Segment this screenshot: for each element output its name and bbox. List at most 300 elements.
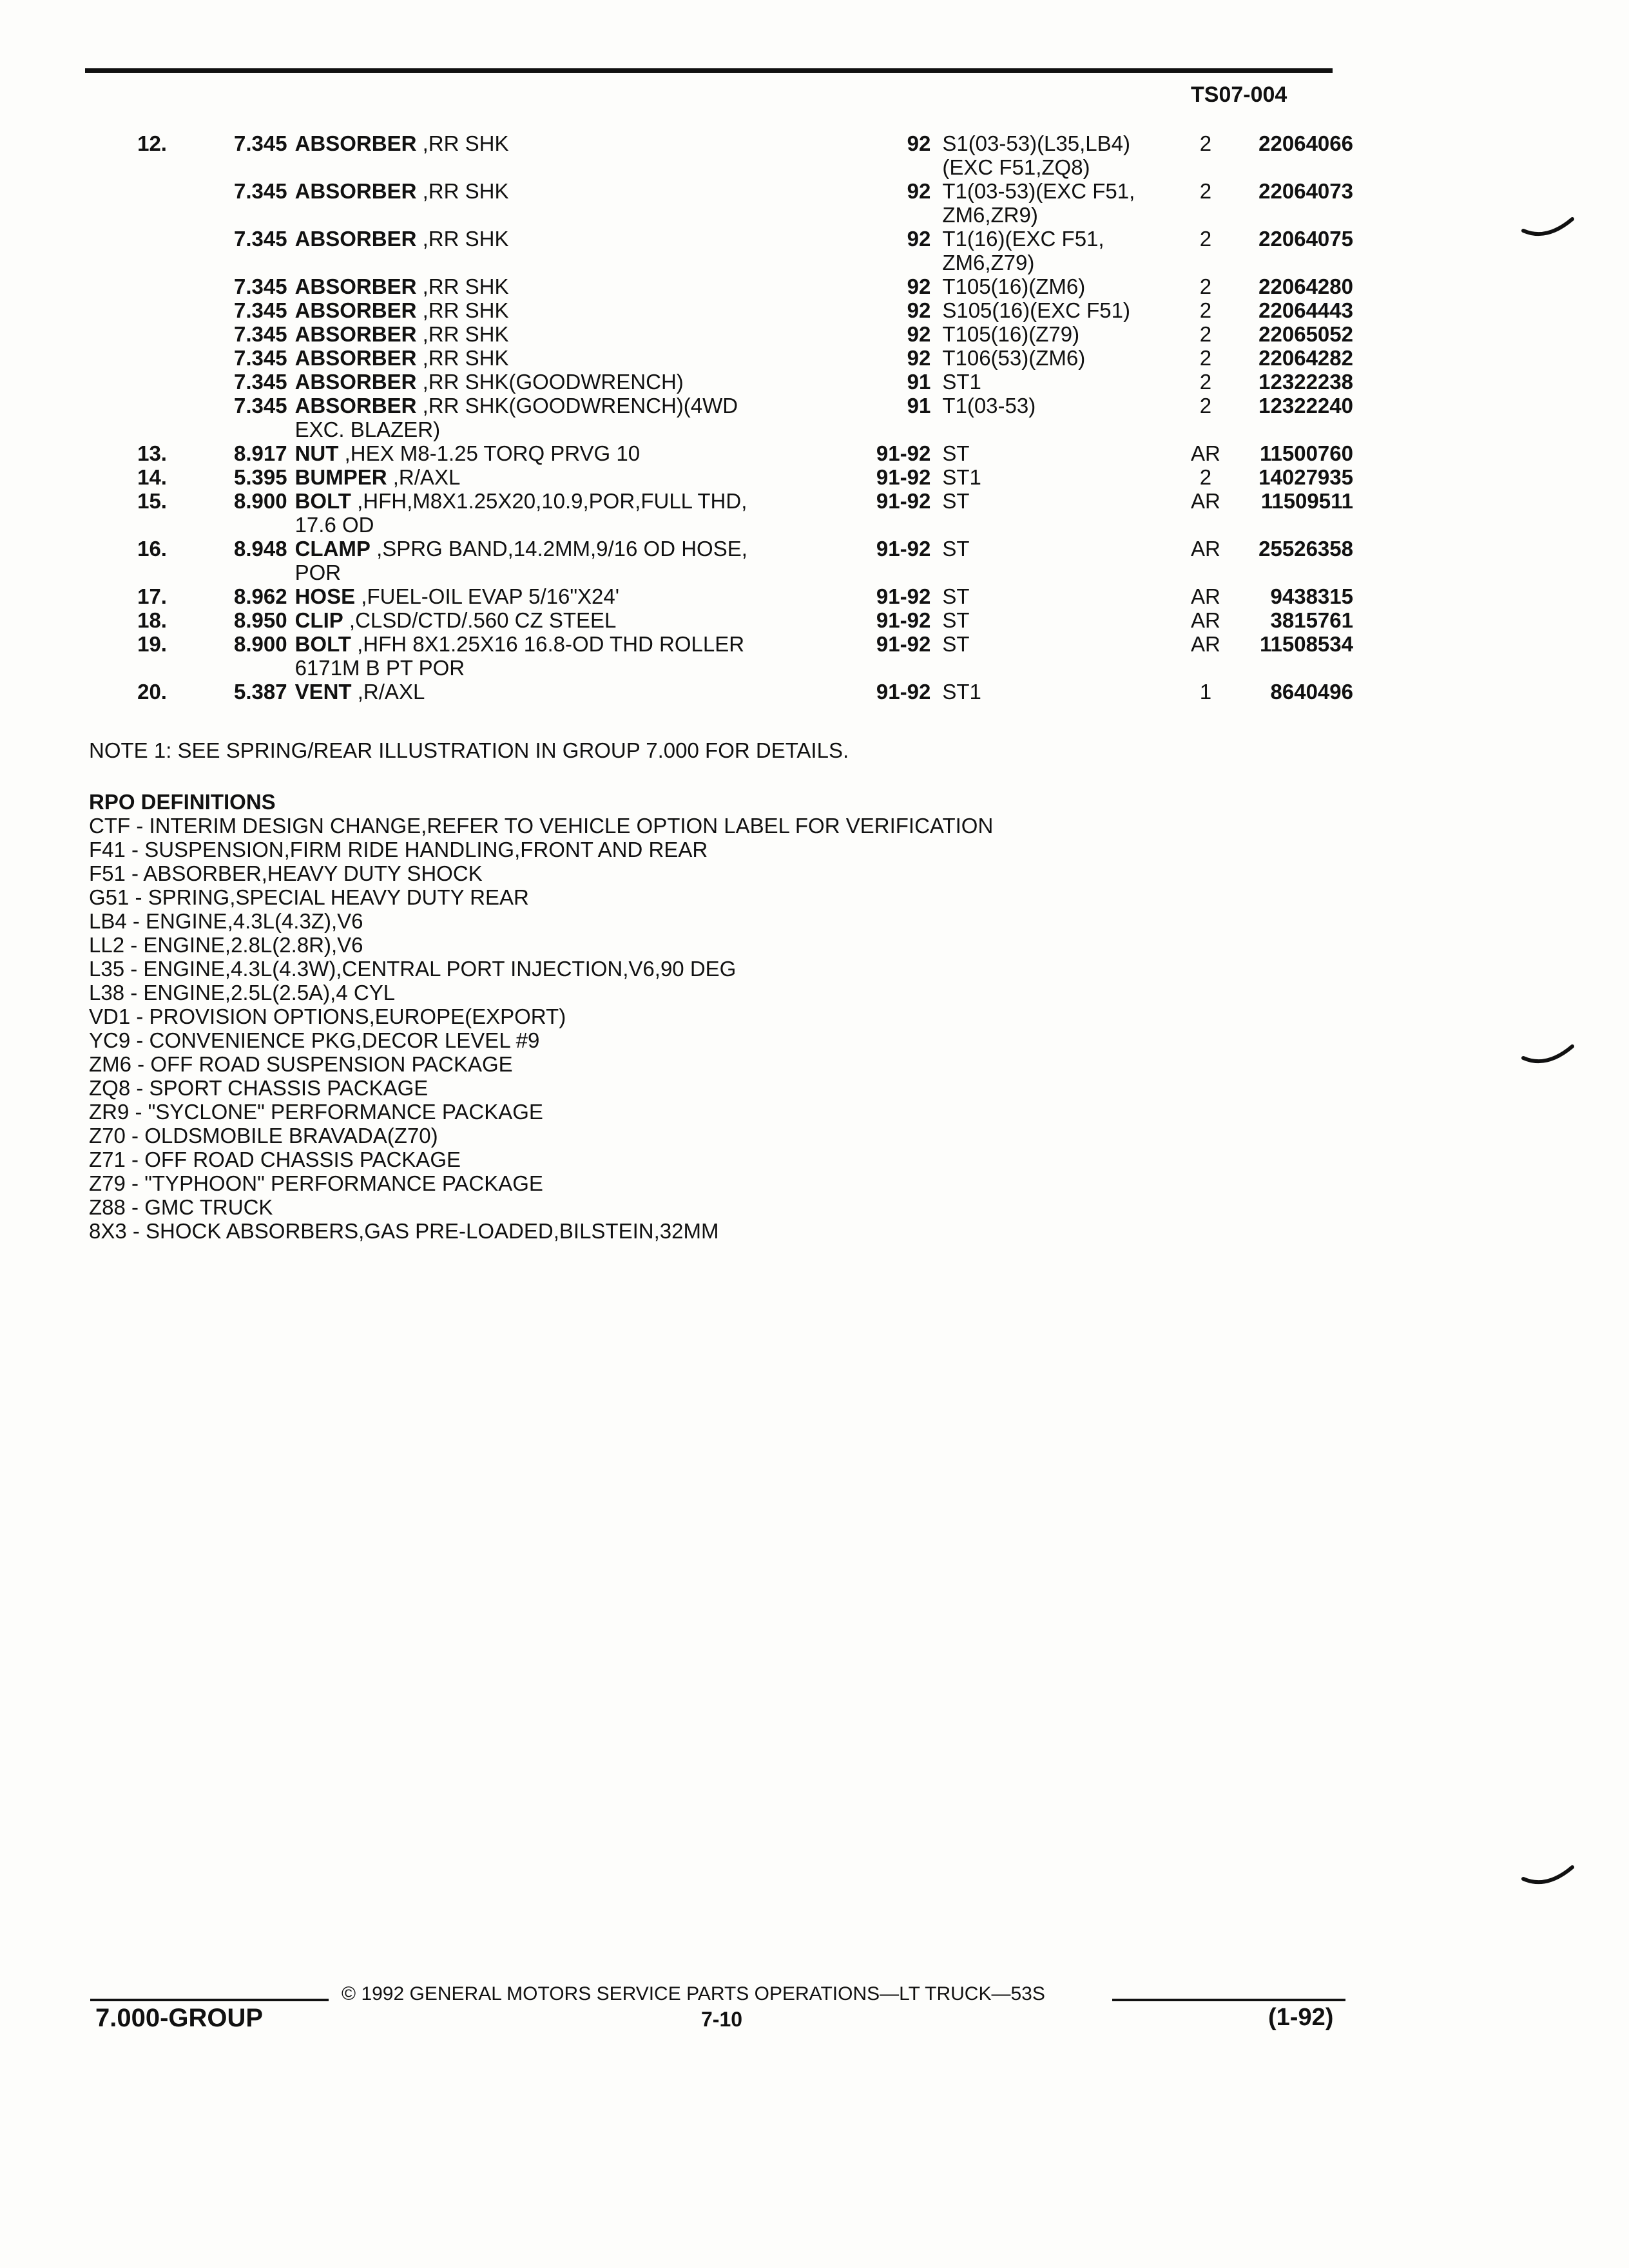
item-number-text: 17. <box>137 584 167 608</box>
model-year <box>847 584 942 608</box>
model-year-text: 92 <box>907 346 931 370</box>
group-number-text: 8.900 <box>233 632 287 656</box>
table-row <box>97 584 1353 608</box>
model-year-text: 92 <box>907 322 931 346</box>
part-number <box>1231 584 1353 608</box>
quantity-text: 2 <box>1199 298 1212 322</box>
quantity-text: 2 <box>1199 394 1212 418</box>
rpo-item: L38 - ENGINE,2.5L(2.5A),4 CYL <box>89 981 396 1004</box>
model-year-text: 91-92 <box>876 584 931 608</box>
application <box>942 274 1180 298</box>
rpo-item: L35 - ENGINE,4.3L(4.3W),CENTRAL PORT INJECTION,V6,90 DEG <box>89 957 737 981</box>
quantity-text: 2 <box>1199 346 1212 370</box>
part-spec: ,RR SHK(GOODWRENCH)(4WD <box>422 394 738 418</box>
group-number-text: 7.345 <box>233 322 287 346</box>
part-number-text: 11509511 <box>1260 489 1353 513</box>
description <box>295 370 847 394</box>
part-name: BOLT <box>294 489 351 513</box>
model-year-text: 91-92 <box>876 608 931 632</box>
part-name: BOLT <box>294 632 351 656</box>
application <box>942 608 1180 632</box>
table-row <box>97 537 1353 584</box>
part-number-text: 14027935 <box>1258 465 1353 489</box>
description-line <box>295 489 847 513</box>
application-text: T1(03-53)(EXC F51, <box>942 179 1135 203</box>
quantity <box>1180 322 1231 346</box>
item-number <box>97 441 178 465</box>
description-line <box>295 608 847 632</box>
model-year <box>847 465 942 489</box>
application <box>942 394 1180 441</box>
group-number <box>178 489 295 537</box>
quantity-text: AR <box>1190 441 1220 465</box>
part-number-text: 11508534 <box>1259 632 1353 656</box>
description-line <box>295 680 847 704</box>
part-number-text: 25526358 <box>1258 537 1353 561</box>
part-number <box>1231 346 1353 370</box>
application <box>942 489 1180 537</box>
table-row <box>97 489 1353 537</box>
part-spec: ,FUEL-OIL EVAP 5/16"X24' <box>361 584 620 608</box>
item-number-text: 19. <box>137 632 167 656</box>
application <box>942 465 1180 489</box>
model-year-text: 91-92 <box>876 680 931 704</box>
part-number-text: 12322240 <box>1258 394 1353 418</box>
footer-rule-right <box>1112 1999 1345 2001</box>
description <box>295 394 847 441</box>
part-name: ABSORBER <box>294 227 417 251</box>
group-number-text: 7.345 <box>233 274 287 298</box>
part-spec-continued: EXC. BLAZER) <box>294 418 441 441</box>
group-number-text: 8.900 <box>233 489 287 513</box>
quantity-text: 2 <box>1199 370 1212 394</box>
part-number <box>1231 608 1353 632</box>
part-name: ABSORBER <box>294 346 417 370</box>
group-number <box>178 584 295 608</box>
model-year <box>847 608 942 632</box>
description-line <box>295 227 847 251</box>
item-number-text: 15. <box>137 489 167 513</box>
group-number <box>178 274 295 298</box>
item-number <box>97 680 178 704</box>
model-year-text: 91-92 <box>876 465 931 489</box>
quantity-text: AR <box>1190 584 1220 608</box>
table-row <box>97 680 1353 704</box>
table-row <box>97 370 1353 394</box>
rpo-item: Z79 - "TYPHOON" PERFORMANCE PACKAGE <box>89 1171 543 1195</box>
rpo-item: CTF - INTERIM DESIGN CHANGE,REFER TO VEHICLE OPTION LABEL FOR VERIFICATION <box>89 814 994 838</box>
part-name: ABSORBER <box>294 298 417 322</box>
description-line <box>295 346 847 370</box>
group-number <box>178 632 295 680</box>
part-number <box>1231 632 1353 680</box>
rpo-item: F51 - ABSORBER,HEAVY DUTY SHOCK <box>89 861 483 885</box>
part-number-text: 3815761 <box>1270 608 1353 632</box>
group-number <box>178 227 295 274</box>
quantity-text: 2 <box>1199 227 1212 251</box>
model-year <box>847 441 942 465</box>
part-spec: ,HFH 8X1.25X16 16.8-OD THD ROLLER <box>357 632 745 656</box>
description-line <box>295 298 847 322</box>
description <box>295 632 847 680</box>
group-number-text: 8.948 <box>233 537 287 561</box>
part-name: NUT <box>294 441 339 465</box>
description <box>295 584 847 608</box>
model-year <box>847 346 942 370</box>
item-number <box>97 274 178 298</box>
part-spec: ,R/AXL <box>392 465 461 489</box>
part-spec-continued: 6171M B PT POR <box>294 656 465 680</box>
model-year <box>847 322 942 346</box>
model-year-text: 91-92 <box>876 489 931 513</box>
part-number-text: 22064075 <box>1258 227 1353 251</box>
part-number-text: 22065052 <box>1258 322 1353 346</box>
item-number <box>97 489 178 537</box>
model-year <box>847 370 942 394</box>
group-number-text: 7.345 <box>233 179 287 203</box>
rpo-item: ZR9 - "SYCLONE" PERFORMANCE PACKAGE <box>89 1100 543 1124</box>
group-number-text: 8.962 <box>233 584 287 608</box>
application-text: S105(16)(EXC F51) <box>942 298 1130 322</box>
footer-copyright: © 1992 GENERAL MOTORS SERVICE PARTS OPERATIONS—LT TRUCK—53S <box>342 1983 1045 2004</box>
table-row <box>97 274 1353 298</box>
item-number-text: 14. <box>137 465 167 489</box>
quantity-text: AR <box>1190 608 1220 632</box>
part-spec: ,HEX M8-1.25 TORQ PRVG 10 <box>344 441 641 465</box>
quantity <box>1180 274 1231 298</box>
rpo-item: LB4 - ENGINE,4.3L(4.3Z),V6 <box>89 909 363 933</box>
part-number <box>1231 131 1353 179</box>
application-text: ST1 <box>942 465 981 489</box>
application-text-continued: (EXC F51,ZQ8) <box>942 155 1090 179</box>
quantity <box>1180 537 1231 584</box>
application <box>942 227 1180 274</box>
rpo-definitions <box>89 790 993 1243</box>
part-spec: ,RR SHK <box>422 346 509 370</box>
part-spec: ,R/AXL <box>357 680 425 704</box>
rpo-list <box>89 814 993 1243</box>
item-number <box>97 322 178 346</box>
description-line <box>295 370 847 394</box>
part-spec: ,SPRG BAND,14.2MM,9/16 OD HOSE, <box>376 537 747 561</box>
application-text: ST <box>942 537 970 561</box>
rpo-item: ZM6 - OFF ROAD SUSPENSION PACKAGE <box>89 1052 513 1076</box>
quantity <box>1180 680 1231 704</box>
part-number <box>1231 298 1353 322</box>
footer-group-label: 7.000-GROUP <box>95 2004 264 2032</box>
item-number <box>97 632 178 680</box>
description <box>295 489 847 537</box>
application-text-continued: ZM6,Z79) <box>942 251 1035 274</box>
item-number <box>97 227 178 274</box>
quantity-text: AR <box>1190 537 1220 561</box>
quantity <box>1180 346 1231 370</box>
part-number <box>1231 179 1353 227</box>
description <box>295 131 847 179</box>
quantity <box>1180 608 1231 632</box>
quantity <box>1180 131 1231 179</box>
quantity-text: 2 <box>1199 465 1212 489</box>
part-spec: ,RR SHK <box>422 322 509 346</box>
item-number-text: 20. <box>137 680 167 704</box>
application-text-continued: ZM6,ZR9) <box>942 203 1038 227</box>
application-text: T1(03-53) <box>942 394 1036 418</box>
margin-mark-3 <box>1521 1860 1579 1892</box>
application-text: ST <box>942 608 970 632</box>
description <box>295 441 847 465</box>
part-spec: ,HFH,M8X1.25X20,10.9,POR,FULL THD, <box>357 489 747 513</box>
part-number-text: 22064282 <box>1258 346 1353 370</box>
quantity <box>1180 441 1231 465</box>
application-text: T105(16)(ZM6) <box>942 274 1086 298</box>
part-number <box>1231 489 1353 537</box>
group-number-text: 7.345 <box>233 346 287 370</box>
table-row <box>97 131 1353 179</box>
part-name: HOSE <box>294 584 356 608</box>
part-number-text: 22064073 <box>1258 179 1353 203</box>
part-number <box>1231 370 1353 394</box>
margin-mark-2 <box>1521 1039 1579 1071</box>
part-spec: ,RR SHK <box>422 298 509 322</box>
model-year <box>847 537 942 584</box>
table-row <box>97 298 1353 322</box>
part-spec-continued: 17.6 OD <box>294 513 374 537</box>
group-number-text: 7.345 <box>233 131 287 155</box>
item-number <box>97 346 178 370</box>
description-line <box>295 537 847 561</box>
part-name: BUMPER <box>294 465 387 489</box>
rpo-item: VD1 - PROVISION OPTIONS,EUROPE(EXPORT) <box>89 1004 566 1028</box>
group-number <box>178 394 295 441</box>
footer-rule-left <box>90 1999 329 2001</box>
model-year <box>847 131 942 179</box>
part-number <box>1231 441 1353 465</box>
application <box>942 346 1180 370</box>
group-number <box>178 441 295 465</box>
part-spec: ,RR SHK(GOODWRENCH) <box>422 370 684 394</box>
application <box>942 537 1180 584</box>
quantity <box>1180 394 1231 441</box>
part-name: VENT <box>294 680 352 704</box>
group-number-text: 7.345 <box>233 227 287 251</box>
table-row <box>97 465 1353 489</box>
group-number-text: 7.345 <box>233 298 287 322</box>
model-year-text: 91 <box>907 370 931 394</box>
group-number <box>178 298 295 322</box>
document-code: TS07-004 <box>1191 82 1287 107</box>
application <box>942 370 1180 394</box>
group-number <box>178 131 295 179</box>
group-number <box>178 322 295 346</box>
rpo-title: RPO DEFINITIONS <box>89 790 276 814</box>
description <box>295 465 847 489</box>
model-year <box>847 394 942 441</box>
application <box>942 131 1180 179</box>
part-number-text: 11500760 <box>1259 441 1353 465</box>
rpo-item: YC9 - CONVENIENCE PKG,DECOR LEVEL #9 <box>89 1028 540 1052</box>
item-number <box>97 370 178 394</box>
description-line <box>295 632 847 656</box>
group-number <box>178 465 295 489</box>
application-text: T105(16)(Z79) <box>942 322 1080 346</box>
item-number <box>97 394 178 441</box>
table-row <box>97 394 1353 441</box>
quantity <box>1180 298 1231 322</box>
group-number <box>178 370 295 394</box>
model-year-text: 92 <box>907 274 931 298</box>
part-number-text: 22064066 <box>1258 131 1353 155</box>
model-year-text: 92 <box>907 179 931 203</box>
model-year <box>847 489 942 537</box>
part-number <box>1231 465 1353 489</box>
application-text: ST <box>942 441 970 465</box>
group-number-text: 5.387 <box>233 680 287 704</box>
model-year-text: 92 <box>907 298 931 322</box>
description <box>295 537 847 584</box>
item-number <box>97 608 178 632</box>
rpo-item: G51 - SPRING,SPECIAL HEAVY DUTY REAR <box>89 885 529 909</box>
model-year <box>847 298 942 322</box>
model-year <box>847 274 942 298</box>
application <box>942 322 1180 346</box>
rpo-item: Z70 - OLDSMOBILE BRAVADA(Z70) <box>89 1124 438 1148</box>
quantity <box>1180 465 1231 489</box>
item-number <box>97 537 178 584</box>
rpo-item: Z88 - GMC TRUCK <box>89 1195 273 1219</box>
table-row <box>97 441 1353 465</box>
model-year-text: 92 <box>907 131 931 155</box>
footer-page-number: 7-10 <box>701 2008 743 2031</box>
part-spec: ,RR SHK <box>422 131 509 155</box>
item-number <box>97 465 178 489</box>
quantity <box>1180 179 1231 227</box>
margin-mark-1 <box>1521 211 1579 244</box>
quantity <box>1180 584 1231 608</box>
part-spec-continued: POR <box>294 561 342 584</box>
description-line <box>295 322 847 346</box>
part-number-text: 8640496 <box>1270 680 1353 704</box>
part-name: ABSORBER <box>294 370 417 394</box>
description <box>295 179 847 227</box>
application <box>942 632 1180 680</box>
group-number-text: 8.917 <box>233 441 287 465</box>
group-number-text: 5.395 <box>233 465 287 489</box>
application-text: T1(16)(EXC F51, <box>942 227 1104 251</box>
description-line <box>295 584 847 608</box>
application <box>942 441 1180 465</box>
model-year-text: 91 <box>907 394 931 418</box>
description <box>295 298 847 322</box>
parts-table <box>97 131 1353 704</box>
item-number-text: 12. <box>137 131 167 155</box>
application <box>942 298 1180 322</box>
rpo-item: 8X3 - SHOCK ABSORBERS,GAS PRE-LOADED,BILSTEIN,32MM <box>89 1219 719 1243</box>
item-number-text: 18. <box>137 608 167 632</box>
group-number-text: 7.345 <box>233 370 287 394</box>
application-text: ST <box>942 632 970 656</box>
group-number <box>178 680 295 704</box>
quantity <box>1180 370 1231 394</box>
description <box>295 680 847 704</box>
application-text: ST <box>942 584 970 608</box>
item-number <box>97 179 178 227</box>
part-number <box>1231 322 1353 346</box>
application <box>942 179 1180 227</box>
group-number <box>178 179 295 227</box>
part-name: ABSORBER <box>294 131 417 155</box>
part-spec: ,RR SHK <box>422 179 509 203</box>
table-row <box>97 346 1353 370</box>
part-number <box>1231 274 1353 298</box>
quantity-text: 2 <box>1199 322 1212 346</box>
application <box>942 680 1180 704</box>
item-number <box>97 584 178 608</box>
part-number <box>1231 537 1353 584</box>
description <box>295 322 847 346</box>
item-number <box>97 131 178 179</box>
part-number-text: 22064443 <box>1258 298 1353 322</box>
table-row <box>97 632 1353 680</box>
part-name: ABSORBER <box>294 274 417 298</box>
description-line <box>295 394 847 418</box>
part-number <box>1231 680 1353 704</box>
part-spec: ,CLSD/CTD/.560 CZ STEEL <box>349 608 617 632</box>
description-line <box>295 131 847 155</box>
part-number-text: 22064280 <box>1258 274 1353 298</box>
quantity-text: AR <box>1190 632 1220 656</box>
part-name: ABSORBER <box>294 322 417 346</box>
part-number-text: 12322238 <box>1258 370 1353 394</box>
rpo-item: ZQ8 - SPORT CHASSIS PACKAGE <box>89 1076 429 1100</box>
description-line <box>295 274 847 298</box>
part-name: CLIP <box>294 608 343 632</box>
group-number <box>178 537 295 584</box>
quantity-text: 2 <box>1199 179 1212 203</box>
table-row <box>97 179 1353 227</box>
quantity-text: 1 <box>1199 680 1212 704</box>
part-number <box>1231 227 1353 274</box>
description-line <box>295 465 847 489</box>
group-number <box>178 608 295 632</box>
quantity-text: 2 <box>1199 274 1212 298</box>
rpo-item: F41 - SUSPENSION,FIRM RIDE HANDLING,FRONT AND REAR <box>89 838 708 861</box>
model-year-text: 92 <box>907 227 931 251</box>
part-number-text: 9438315 <box>1270 584 1353 608</box>
part-spec: ,RR SHK <box>422 274 509 298</box>
description <box>295 227 847 274</box>
model-year <box>847 680 942 704</box>
rpo-item: LL2 - ENGINE,2.8L(2.8R),V6 <box>89 933 363 957</box>
description-line <box>295 441 847 465</box>
part-name: ABSORBER <box>294 394 417 418</box>
header-rule <box>85 68 1333 73</box>
table-row <box>97 322 1353 346</box>
table-row <box>97 227 1353 274</box>
item-number-text: 13. <box>137 441 167 465</box>
application-text: T106(53)(ZM6) <box>942 346 1086 370</box>
quantity-text: AR <box>1190 489 1220 513</box>
application-text: ST <box>942 489 970 513</box>
part-spec: ,RR SHK <box>422 227 509 251</box>
quantity <box>1180 632 1231 680</box>
part-number <box>1231 394 1353 441</box>
model-year <box>847 632 942 680</box>
note-text: NOTE 1: SEE SPRING/REAR ILLUSTRATION IN GROUP 7.000 FOR DETAILS. <box>89 738 849 762</box>
model-year-text: 91-92 <box>876 632 931 656</box>
quantity-text: 2 <box>1199 131 1212 155</box>
description <box>295 274 847 298</box>
application-text: ST1 <box>942 680 981 704</box>
